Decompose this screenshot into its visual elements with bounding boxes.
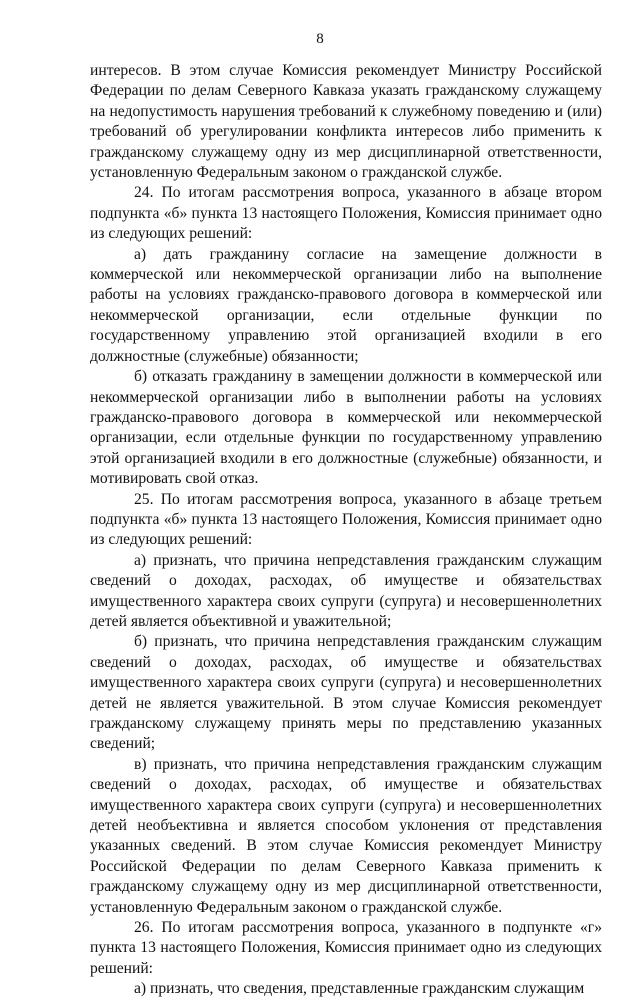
paragraph-item-25: 25. По итогам рассмотрения вопроса, указанного в абзаце третьем подпункта «б» пункта 13 настоящего Положения, Комиссия принимает одно из следующих решений: (90, 490, 602, 549)
paragraph-item-26-a: а) признать, что сведения, представленные гражданским служащим (134, 980, 585, 998)
paragraph-item-26: 26. По итогам рассмотрения вопроса, указанного в подпункте «г» пункта 13 настоящего Положения, Комиссия принимает одно из следующих решений: (90, 919, 602, 977)
page-number: 8 (316, 31, 324, 47)
paragraph-continuation: интересов. В этом случае Комиссия рекомендует Министру Российской Федерации по делам Северного Кавказа указать гражданскому служащему на недопустимость нарушения требований к служебному поведению и (или) требований об урегулировании конфликта интересов либо применить к гражданскому служащему одну из мер дисциплинарной ответственности, установленную Федеральным законом о гражданской службе. (90, 62, 602, 182)
paragraph-item-24: 24. По итогам рассмотрения вопроса, указанного в абзаце втором подпункта «б» пункта 13 настоящего Положения, Комиссия принимает одно из следующих решений: (90, 184, 602, 243)
paragraph-item-25-b: б) признать, что причина непредставления гражданским служащим сведений о доходах, расходах, об имуществе и обязательствах имущественного характера своих супруги (супруга) и несовершеннолетних детей не является уважительной. В этом случае Комиссия рекомендует гражданскому служащему принять меры по представлению указанных сведений; (90, 633, 602, 753)
paragraph-item-24-a: а) дать гражданину согласие на замещение должности в коммерческой или некоммерческой организации либо на выполнение работы на условиях гражданско-правового договора в коммерческой или некоммерческой организации, если отдельные функции по государственному управлению этой организацией входили в его должностные (служебные) обязанности; (90, 245, 602, 365)
document-body (90, 61, 602, 1000)
paragraph-item-24-b: б) отказать гражданину в замещении должности в коммерческой или некоммерческой организации либо в выполнении работы на условиях гражданско-правового договора в коммерческой или некоммерческой организации, если отдельные функции по государственному управлению этой организацией входили в его должностные (служебные) обязанности, и мотивировать свой отказ. (90, 368, 602, 488)
paragraph-item-25-c: в) признать, что причина непредставления гражданским служащим сведений о доходах, расходах, об имуществе и обязательствах имущественного характера своих супруги (супруга) и несовершеннолетних детей необъективна и является способом уклонения от представления указанных сведений. В этом случае Комиссия рекомендует Министру Российской Федерации по делам Северного Кавказа применить к гражданскому служащему одну из мер дисциплинарной ответственности, установленную Федеральным законом о гражданской службе. (90, 755, 602, 916)
paragraph-item-25-a: а) признать, что причина непредставления гражданским служащим сведений о доходах, расходах, об имуществе и обязательствах имущественного характера своих супруги (супруга) и несовершеннолетних детей является объективной и уважительной; (90, 551, 602, 630)
